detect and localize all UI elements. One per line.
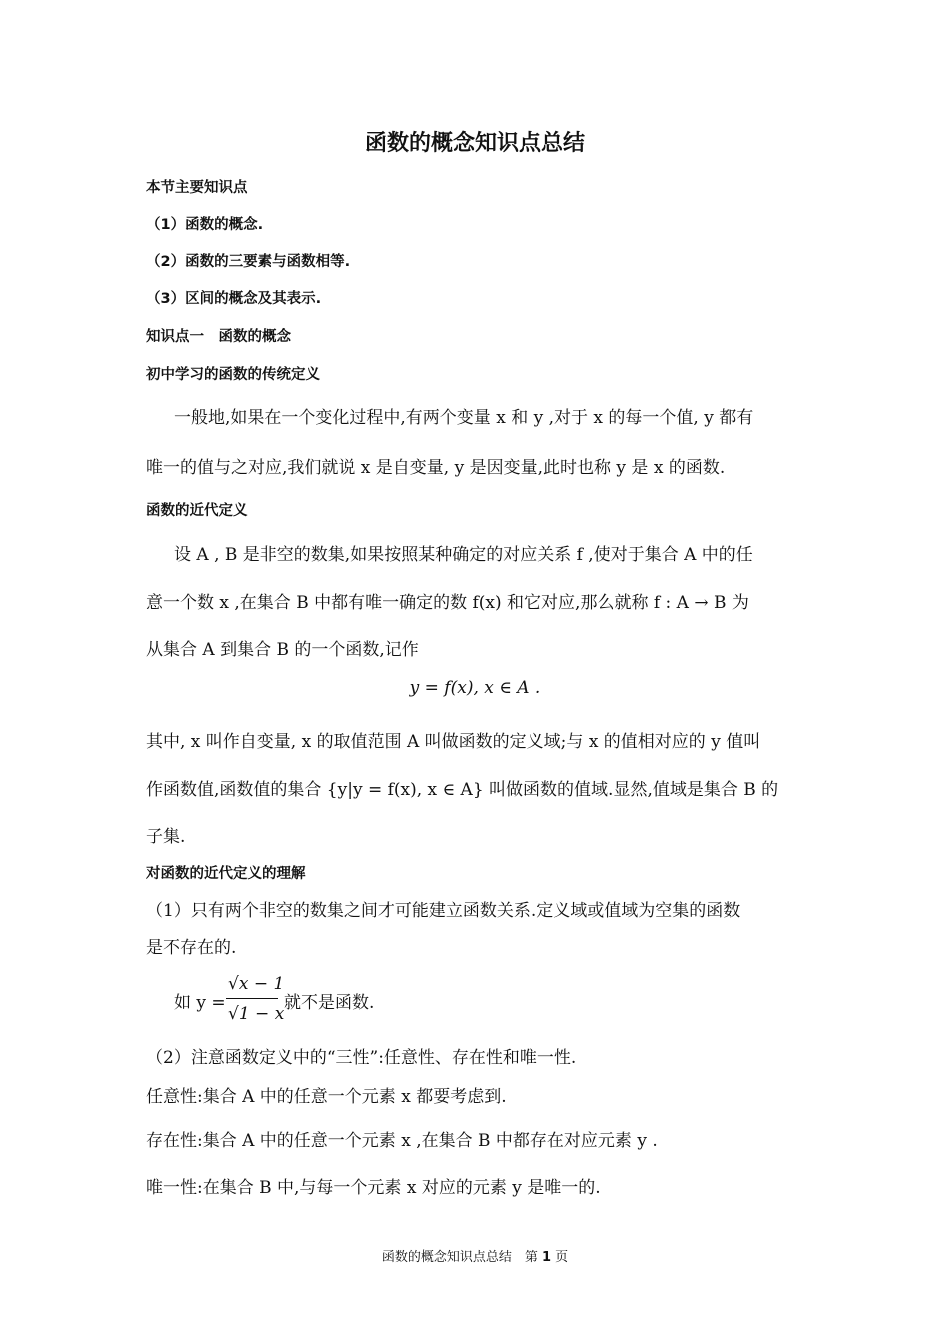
three-properties-line: 任意性:集合 A 中的任意一个元素 x 都要考虑到.: [146, 1087, 507, 1107]
range-line: 子集.: [146, 827, 186, 847]
point-item: （3）区间的概念及其表示.: [146, 291, 322, 307]
traditional-definition-heading: 初中学习的函数的传统定义: [146, 367, 320, 383]
modern-definition-line: 意一个数 x ,在集合 B 中都有唯一确定的数 f(x) 和它对应,那么就称 f : A → B 为: [146, 593, 749, 613]
three-properties-line: 存在性:集合 A 中的任意一个元素 x ,在集合 B 中都存在对应元素 y .: [146, 1131, 658, 1151]
understanding-heading: 对函数的近代定义的理解: [146, 866, 306, 882]
page-number: 1: [541, 1250, 552, 1265]
modern-definition-heading: 函数的近代定义: [146, 503, 248, 519]
footer-text: 函数的概念知识点总结 第: [381, 1250, 538, 1265]
range-line: 其中, x 叫作自变量, x 的取值范围 A 叫做函数的定义域;与 x 的值相对应的 y 值叫: [146, 732, 761, 752]
page-footer: [0, 1246, 950, 1265]
modern-definition-line: 从集合 A 到集合 B 的一个函数,记作: [146, 640, 419, 660]
example-suffix: 就不是函数.: [284, 993, 375, 1013]
modern-definition-line: 设 A , B 是非空的数集,如果按照某种确定的对应关系 f ,使对于集合 A 中的任: [174, 545, 753, 565]
point-item: （1）函数的概念.: [146, 217, 264, 233]
page-title: 函数的概念知识点总结: [364, 131, 585, 156]
function-formula: y = f(x), x ∈ A .: [409, 678, 541, 698]
footer-suffix: 页: [555, 1250, 569, 1265]
section-heading: 本节主要知识点: [146, 180, 248, 196]
traditional-definition-line: 唯一的值与之对应,我们就说 x 是自变量, y 是因变量,此时也称 y 是 x 的函数.: [146, 458, 726, 478]
example-prefix: 如 y =: [174, 993, 226, 1013]
fraction-bar: [226, 998, 278, 999]
three-properties-line: （2）注意函数定义中的“三性”:任意性、存在性和唯一性.: [146, 1048, 577, 1068]
understanding-line: （1）只有两个非空的数集之间才可能建立函数关系.定义域或值域为空集的函数: [146, 901, 741, 921]
three-properties-line: 唯一性:在集合 B 中,与每一个元素 x 对应的元素 y 是唯一的.: [146, 1178, 601, 1198]
traditional-definition-line: 一般地,如果在一个变化过程中,有两个变量 x 和 y ,对于 x 的每一个值, y 都有: [174, 408, 754, 428]
point-item: （2）函数的三要素与函数相等.: [146, 254, 351, 270]
range-line: 作函数值,函数值的集合 {y|y = f(x), x ∈ A} 叫做函数的值域.显然,值域是集合 B 的: [146, 780, 779, 800]
knowledge-point-heading: 知识点一 函数的概念: [146, 329, 291, 345]
fraction-denominator: √1 − x: [228, 1004, 285, 1024]
fraction-numerator: √x − 1: [228, 974, 285, 994]
understanding-line: 是不存在的.: [146, 938, 237, 958]
